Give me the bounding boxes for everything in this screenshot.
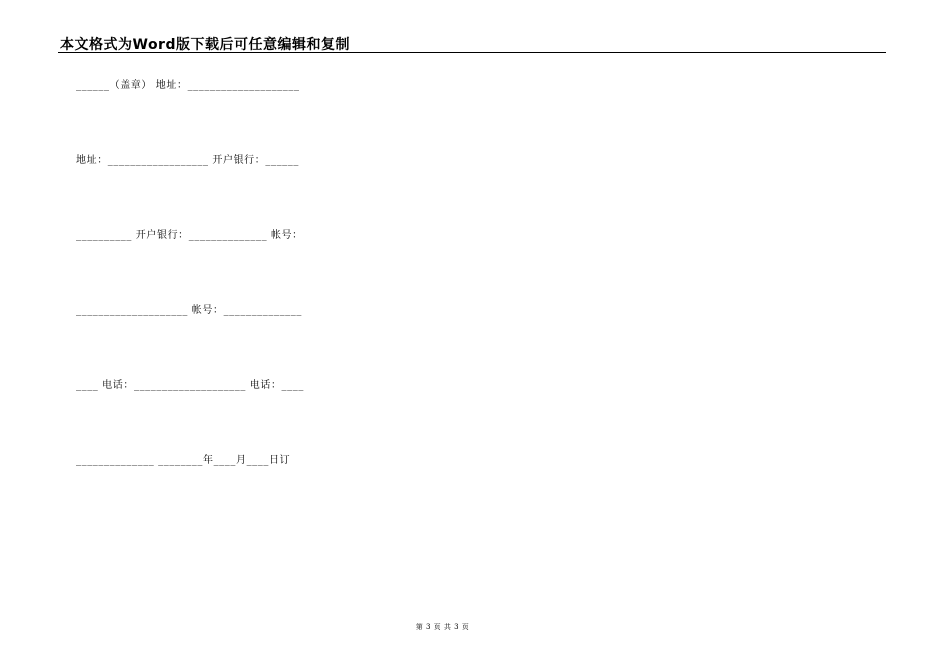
account-line: ____________________ 帐号：______________: [76, 305, 302, 316]
date-signed-line: ______________ ________年____月____日订: [76, 455, 291, 466]
phone-line: ____ 电话：____________________ 电话：____: [76, 380, 304, 391]
seal-address-line: ______（盖章） 地址：____________________: [76, 80, 300, 91]
document-header-title: 本文格式为Word版下载后可任意编辑和复制: [60, 37, 350, 53]
address-bank-line: 地址：__________________ 开户银行：______: [76, 155, 299, 166]
header-divider: [58, 52, 886, 53]
page-number-footer: 第 3 页 共 3 页: [415, 623, 470, 631]
bank-account-line: __________ 开户银行：______________ 帐号：: [76, 230, 303, 241]
